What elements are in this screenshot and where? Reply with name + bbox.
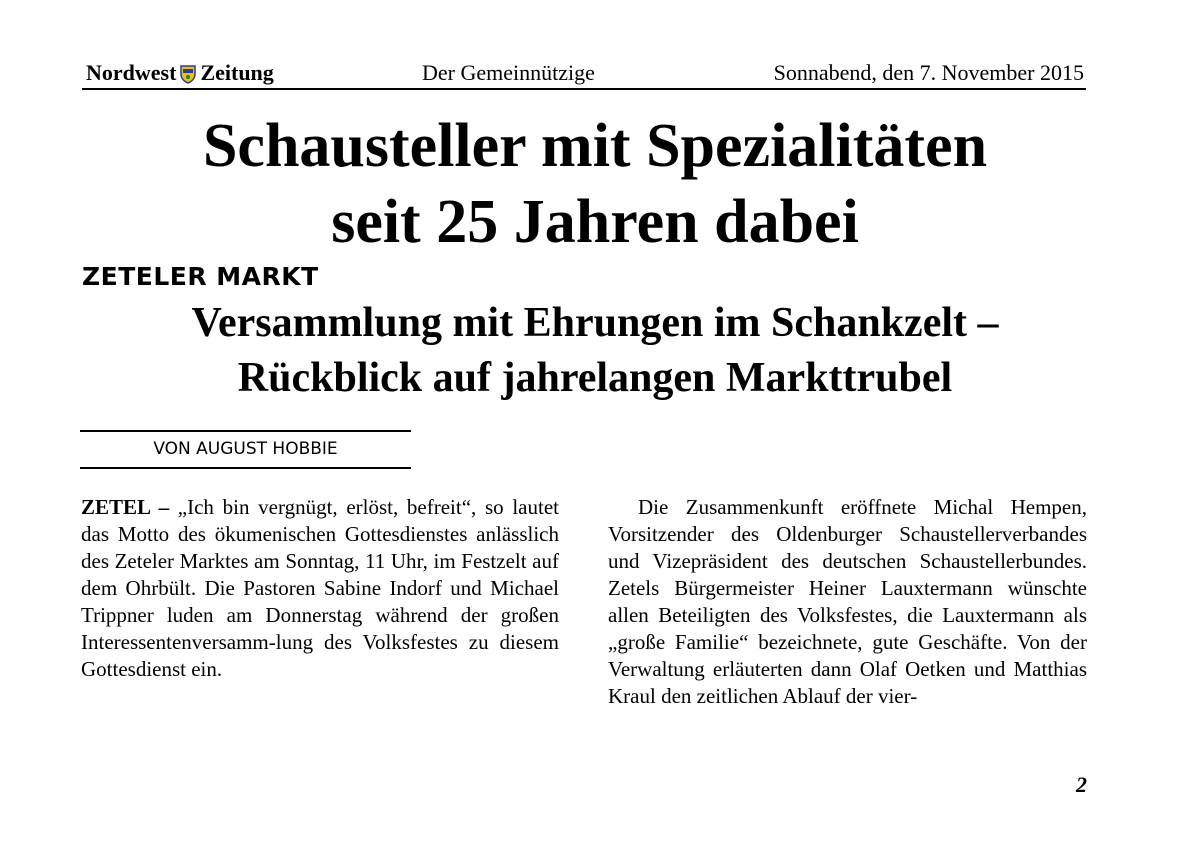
newspaper-brand xyxy=(86,60,274,86)
coat-of-arms-icon xyxy=(180,64,196,83)
headline-line-2: seit 25 Jahren dabei xyxy=(331,188,859,256)
subheadline-line-1: Versammlung mit Ehrungen im Schankzelt – xyxy=(191,300,999,346)
brand-name-right: Zeitung xyxy=(200,60,274,85)
page-number: 2 xyxy=(1076,772,1087,797)
headline-line-1: Schausteller mit Spezialitäten xyxy=(202,112,988,180)
subheadline-line-2: Rückblick auf jahrelangen Markttrubel xyxy=(237,355,953,401)
masthead xyxy=(82,60,1086,90)
column-1-text: „Ich bin vergnügt, erlöst, befreit“, so lautet das Motto des ökumenischen Gottesdienstes anlässlich des Zeteler Marktes am Sonntag, 11 Uhr, im Festzelt auf dem Ohrbült. Die Pastoren Sabine Indorf und Michael Trippner luden am Donnerstag während der großen Interessentenversamm-lung des Volksfestes zu diesem Gottesdienst ein. xyxy=(81,495,559,681)
headline xyxy=(60,108,1130,260)
article-column-1 xyxy=(81,494,559,683)
column-2-text: Die Zusammenkunft eröffnete Michal Hempen, Vorsitzender des Oldenburger Schaustellerverbandes und Vizepräsident des deutschen Schaustellerbundes. Zetels Bürgermeister Heiner Lauxtermann wünschte allen Beteiligten des Volksfestes, die Lauxtermann als „große Familie“ bezeichnete, gute Geschäfte. Von der Verwaltung erläuterten dann Olaf Oetken und Matthias Kraul den zeitlichen Ablauf der vier- xyxy=(608,495,1087,708)
byline-rule-top xyxy=(80,430,411,432)
byline-rule-bottom xyxy=(80,467,411,469)
subheadline xyxy=(60,296,1130,406)
byline: VON AUGUST HOBBIE xyxy=(153,439,338,459)
article-column-2 xyxy=(608,494,1087,710)
brand-name-left: Nordwest xyxy=(86,60,177,85)
kicker: ZETELER MARKT xyxy=(82,262,319,291)
issue-date: Sonnabend, den 7. November 2015 xyxy=(773,60,1084,85)
supplement-title: Der Gemeinnützige xyxy=(422,60,595,85)
dateline: ZETEL – xyxy=(81,495,170,519)
